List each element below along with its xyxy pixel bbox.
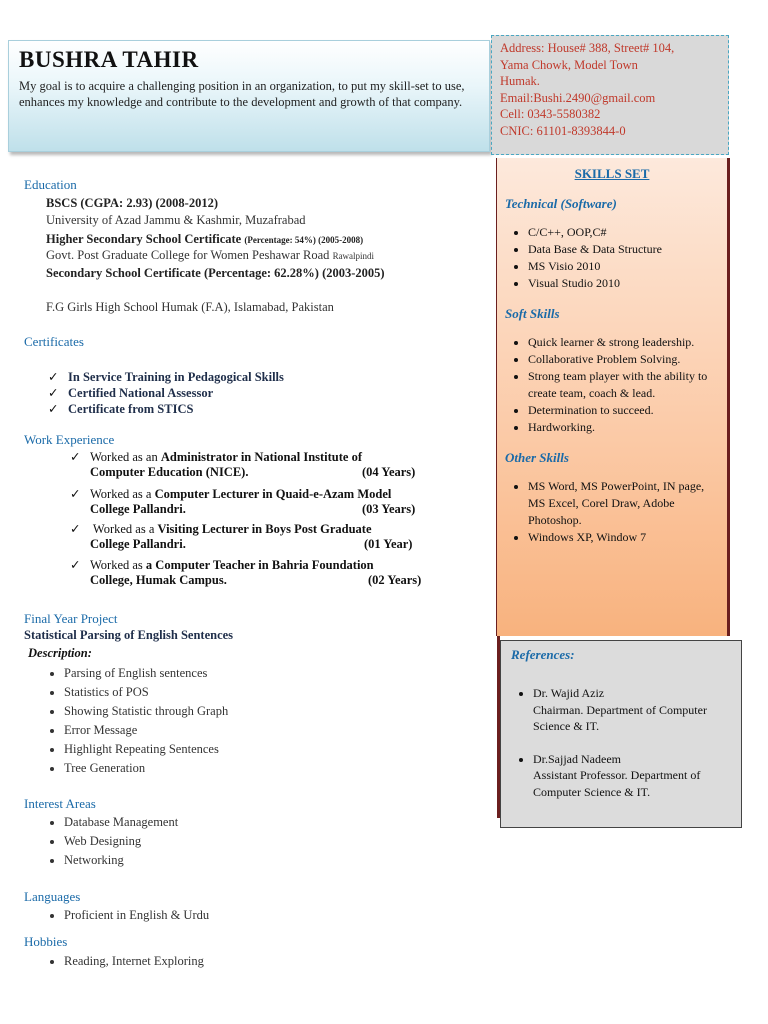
project-description-label: Description: (28, 646, 92, 660)
list-item: • Tree Generation (64, 759, 228, 778)
institution-fg: F.G Girls High School Humak (F.A), Islamabad, Pakistan (46, 300, 334, 314)
check-icon: ✓ (48, 402, 59, 416)
work-item: ✓ Worked as a Computer Teacher in Bahria Foundation College, Humak Campus. (02 Years) (70, 558, 422, 587)
work-item: ✓ Worked as a Visiting Lecturer in Boys Post Graduate College Pallandri. (01 Year) (70, 522, 413, 551)
certificate-item: ✓ Certificate from STICS (48, 402, 194, 416)
reference-item (533, 751, 741, 801)
skills-title: SKILLS SET (574, 166, 650, 181)
list-item: • Visual Studio 2010 (528, 275, 727, 292)
certificates-heading: Certificates (24, 334, 84, 349)
list-item: • Data Base & Data Structure (528, 241, 727, 258)
interests-items (24, 813, 178, 870)
check-icon: ✓ (70, 487, 81, 501)
header-box (8, 40, 490, 152)
check-icon: ✓ (70, 522, 81, 536)
check-icon: ✓ (70, 450, 81, 464)
hobbies-heading: Hobbies (24, 934, 68, 949)
list-item: • Web Designing (64, 832, 178, 851)
languages-heading: Languages (24, 889, 81, 904)
reference-name: • Dr.Sajjad Nadeem (533, 751, 621, 766)
reference-name: • Dr. Wajid Aziz (533, 686, 605, 700)
work-item: ✓ Worked as an Administrator in National Institute of Computer Education (NICE). (04 Years) (70, 450, 416, 479)
certificate-item: ✓ In Service Training in Pedagogical Skills (48, 370, 284, 384)
list-item: • Parsing of English sentences (64, 664, 228, 683)
soft-list (497, 334, 727, 436)
education-heading: Education (24, 177, 77, 192)
list-item: • Error Message (64, 721, 228, 740)
list-item: • Showing Statistic through Graph (64, 702, 228, 721)
references-box (500, 640, 742, 828)
other-list (497, 478, 727, 546)
degree-ssc: Secondary School Certificate (Percentage: 62.28%) (2003-2005) (46, 266, 385, 280)
list-item: • Windows XP, Window 7 (528, 529, 727, 546)
list-item: • Determination to succeed. (528, 402, 727, 419)
check-icon: ✓ (70, 558, 81, 572)
check-icon: ✓ (48, 386, 59, 400)
list-item: • MS Word, MS PowerPoint, IN page, MS Excel, Corel Draw, Adobe Photoshop. (528, 478, 727, 529)
list-item: • Proficient in English & Urdu (64, 906, 209, 925)
institution-govt (46, 247, 460, 264)
degree-hssc (46, 231, 460, 248)
interests-heading: Interest Areas (24, 796, 96, 811)
list-item: • C/C++, OOP,C# (528, 224, 727, 241)
work-heading: Work Experience (24, 432, 115, 447)
reference-detail: Chairman. Department of Computer Science & IT. (533, 702, 707, 733)
contact-box (491, 35, 729, 155)
list-item: • MS Visio 2010 (528, 258, 727, 275)
project-title: Statistical Parsing of English Sentences (24, 628, 234, 642)
skills-panel (496, 158, 730, 636)
institution-govt-city: Rawalpindi (332, 251, 375, 261)
institution-ajk: University of Azad Jammu & Kashmir, Muzafrabad (46, 213, 306, 227)
reference-item (533, 685, 741, 735)
cnic-text: CNIC: 61101-8393844-0 (500, 123, 626, 138)
list-item: • Statistics of POS (64, 683, 228, 702)
languages-items (24, 906, 209, 925)
soft-heading: Soft Skills (505, 306, 560, 321)
reference-detail: Assistant Professor. Department of Computer Science & IT. (533, 768, 701, 799)
list-item: • Quick learner & strong leadership. (528, 334, 727, 351)
institution-govt-name: Govt. Post Graduate College for Women Peshawar Road (46, 248, 330, 262)
list-item: • Strong team player with the ability to create team, coach & lead. (528, 368, 727, 402)
list-item: • Hardworking. (528, 419, 727, 436)
list-item: • Networking (64, 851, 178, 870)
technical-list (497, 224, 727, 292)
list-item: • Database Management (64, 813, 178, 832)
objective-text: My goal is to acquire a challenging position in an organization, to put my skill-set to use, enhances my knowledge and contribute to the development and growth of that company. (19, 79, 465, 109)
email-text: Email:Bushi.2490@gmail.com (500, 90, 656, 105)
work-item: ✓ Worked as a Computer Lecturer in Quaid-e-Azam Model College Pallandri. (03 Years) (70, 487, 416, 516)
list-item: • Collaborative Problem Solving. (528, 351, 727, 368)
hobbies-items (24, 952, 204, 971)
address-line-2: Yama Chowk, Model Town (500, 57, 638, 72)
project-items (24, 664, 228, 778)
degree-hssc-title: Higher Secondary School Certificate (46, 232, 242, 246)
degree-bscs: BSCS (CGPA: 2.93) (2008-2012) (46, 196, 218, 210)
address-line-3: Humak. (500, 74, 540, 88)
address-line-1: Address: House# 388, Street# 104, (500, 41, 675, 55)
technical-heading: Technical (Software) (505, 196, 617, 211)
list-item: • Reading, Internet Exploring (64, 952, 204, 971)
project-heading: Final Year Project (24, 611, 118, 626)
list-item: • Highlight Repeating Sentences (64, 740, 228, 759)
check-icon: ✓ (48, 370, 59, 384)
cell-text: Cell: 0343-5580382 (500, 107, 601, 121)
degree-hssc-note: (Percentage: 54%) (2005-2008) (244, 235, 364, 245)
references-list (501, 685, 741, 800)
other-heading: Other Skills (505, 450, 569, 465)
references-heading: References: (511, 647, 575, 662)
candidate-name: BUSHRA TAHIR (19, 47, 199, 72)
certificate-item: ✓ Certified National Assessor (48, 386, 214, 400)
